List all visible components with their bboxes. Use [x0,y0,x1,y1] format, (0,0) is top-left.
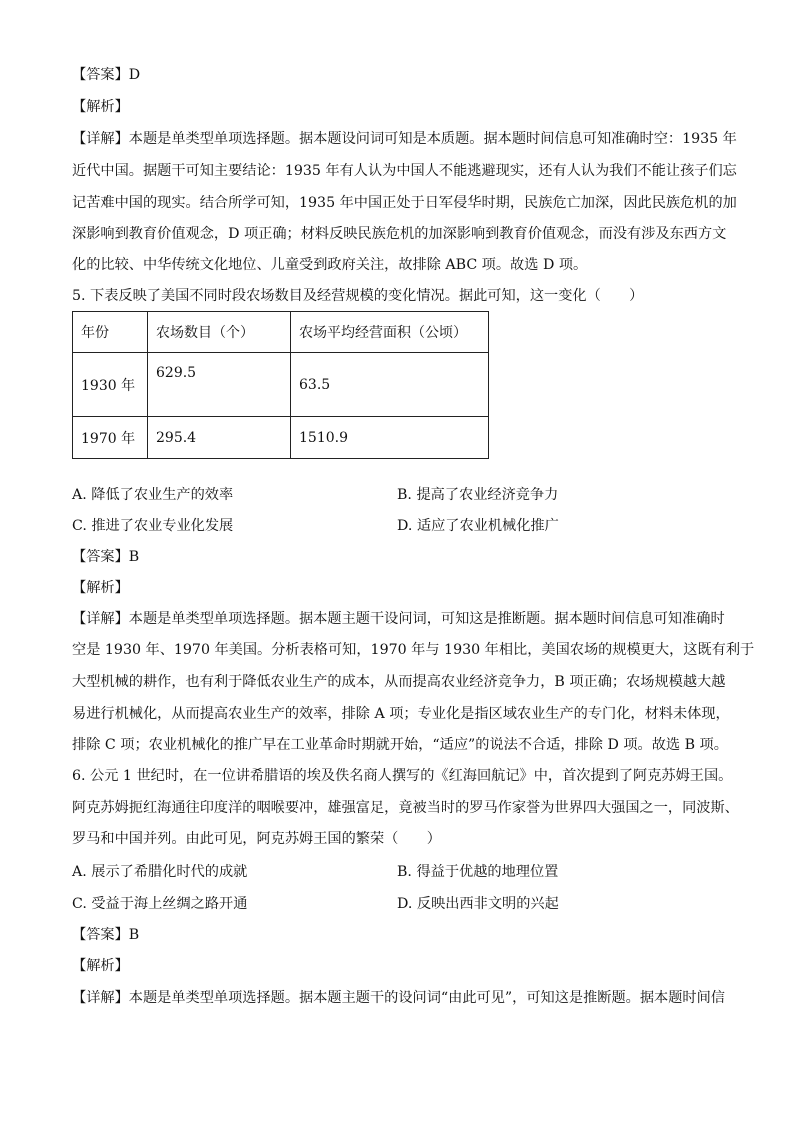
q6-analysis-label: 【解析】 [72,958,129,974]
q5-option-b[interactable]: B. 提高了农业经济竞争力 [397,487,559,503]
q4-analysis-label: 【解析】 [72,99,129,115]
q5-detail-line: 排除 C 项；农业机械化的推广早在工业革命时期就开始，“适应”的说法不合适，排除 D 项。故选 B 项。 [72,737,728,753]
table-row [73,417,489,459]
q5-detail-line: 易进行机械化，从而提高农业生产的效率，排除 A 项；专业化是指区域农业生产的专门化，材料未体现， [72,706,730,722]
q6-detail-line: 【详解】本题是单类型单项选择题。据本题主题干的设问词“由此可见”，可知这是推断题。据本题时间信 [72,990,725,1006]
q5-answer: 【答案】B [72,549,140,565]
cell-year: 1930 年 [73,353,148,417]
q5-option-c[interactable]: C. 推进了农业专业化发展 [72,518,234,534]
q4-detail-line: 近代中国。据题干可知主要结论：1935 年有人认为中国人不能逃避现实，还有人认为我们不能让孩子们忘 [72,163,737,179]
q6-option-d[interactable]: D. 反映出西非文明的兴起 [397,896,559,912]
q5-option-a[interactable]: A. 降低了农业生产的效率 [72,487,234,503]
q5-detail-line: 大型机械的耕作，也有利于降低农业生产的成本，从而提高农业经济竞争力，B 项正确；农场规模越大越 [72,674,726,690]
cell-avg-area: 63.5 [291,353,489,417]
header-year: 年份 [73,312,148,353]
cell-year: 1970 年 [73,417,148,459]
q6-stem-line: 罗马和中国并列。由此可见，阿克苏姆王国的繁荣（ ） [72,831,441,847]
header-avg-area: 农场平均经营面积（公顷） [291,312,489,353]
q4-detail-line: 【详解】本题是单类型单项选择题。据本题设问词可知是本质题。据本题时间信息可知准确时空：1935 年 [72,131,737,147]
q4-detail-line: 化的比较、中华传统文化地位、儿童受到政府关注，故排除 ABC 项。故选 D 项。 [72,257,588,273]
q4-answer: 【答案】D [72,67,141,83]
q5-detail-line: 空是 1930 年、1970 年美国。分析表格可知，1970 年与 1930 年相比，美国农场的规模更大，这既有利于 [72,642,755,658]
table-header-row [73,312,489,353]
table-row [73,353,489,417]
q6-option-b[interactable]: B. 得益于优越的地理位置 [397,864,559,880]
cell-farm-count: 295.4 [148,417,291,459]
q4-detail-line: 深影响到教育价值观念，D 项正确；材料反映民族危机的加深影响到教育价值观念，而没有涉及东西方文 [72,226,727,242]
q5-analysis-label: 【解析】 [72,580,129,596]
q5-detail-line: 【详解】本题是单类型单项选择题。据本题主题干设问词，可知这是推断题。据本题时间信息可知准确时 [72,611,725,627]
q6-answer: 【答案】B [72,927,140,943]
farm-table [72,311,489,459]
q6-option-a[interactable]: A. 展示了希腊化时代的成就 [72,864,248,880]
q5-option-d[interactable]: D. 适应了农业机械化推广 [397,518,559,534]
q6-stem-line: 6. 公元 1 世纪时，在一位讲希腊语的埃及佚名商人撰写的《红海回航记》中，首次提到了阿克苏姆王国。 [72,768,733,784]
q6-stem-line: 阿克苏姆扼红海通往印度洋的咽喉要冲，雄强富足，竟被当时的罗马作家誉为世界四大强国之一，同波斯、 [72,800,739,816]
q4-detail-line: 记苦难中国的现实。结合所学可知，1935 年中国正处于日军侵华时期，民族危亡加深，因此民族危机的加 [72,195,737,211]
cell-avg-area: 1510.9 [291,417,489,459]
q5-stem: 5. 下表反映了美国不同时段农场数目及经营规模的变化情况。据此可知，这一变化（ ） [72,288,644,304]
cell-farm-count: 629.5 [148,353,291,417]
header-farm-count: 农场数目（个） [148,312,291,353]
q6-option-c[interactable]: C. 受益于海上丝绸之路开通 [72,896,248,912]
